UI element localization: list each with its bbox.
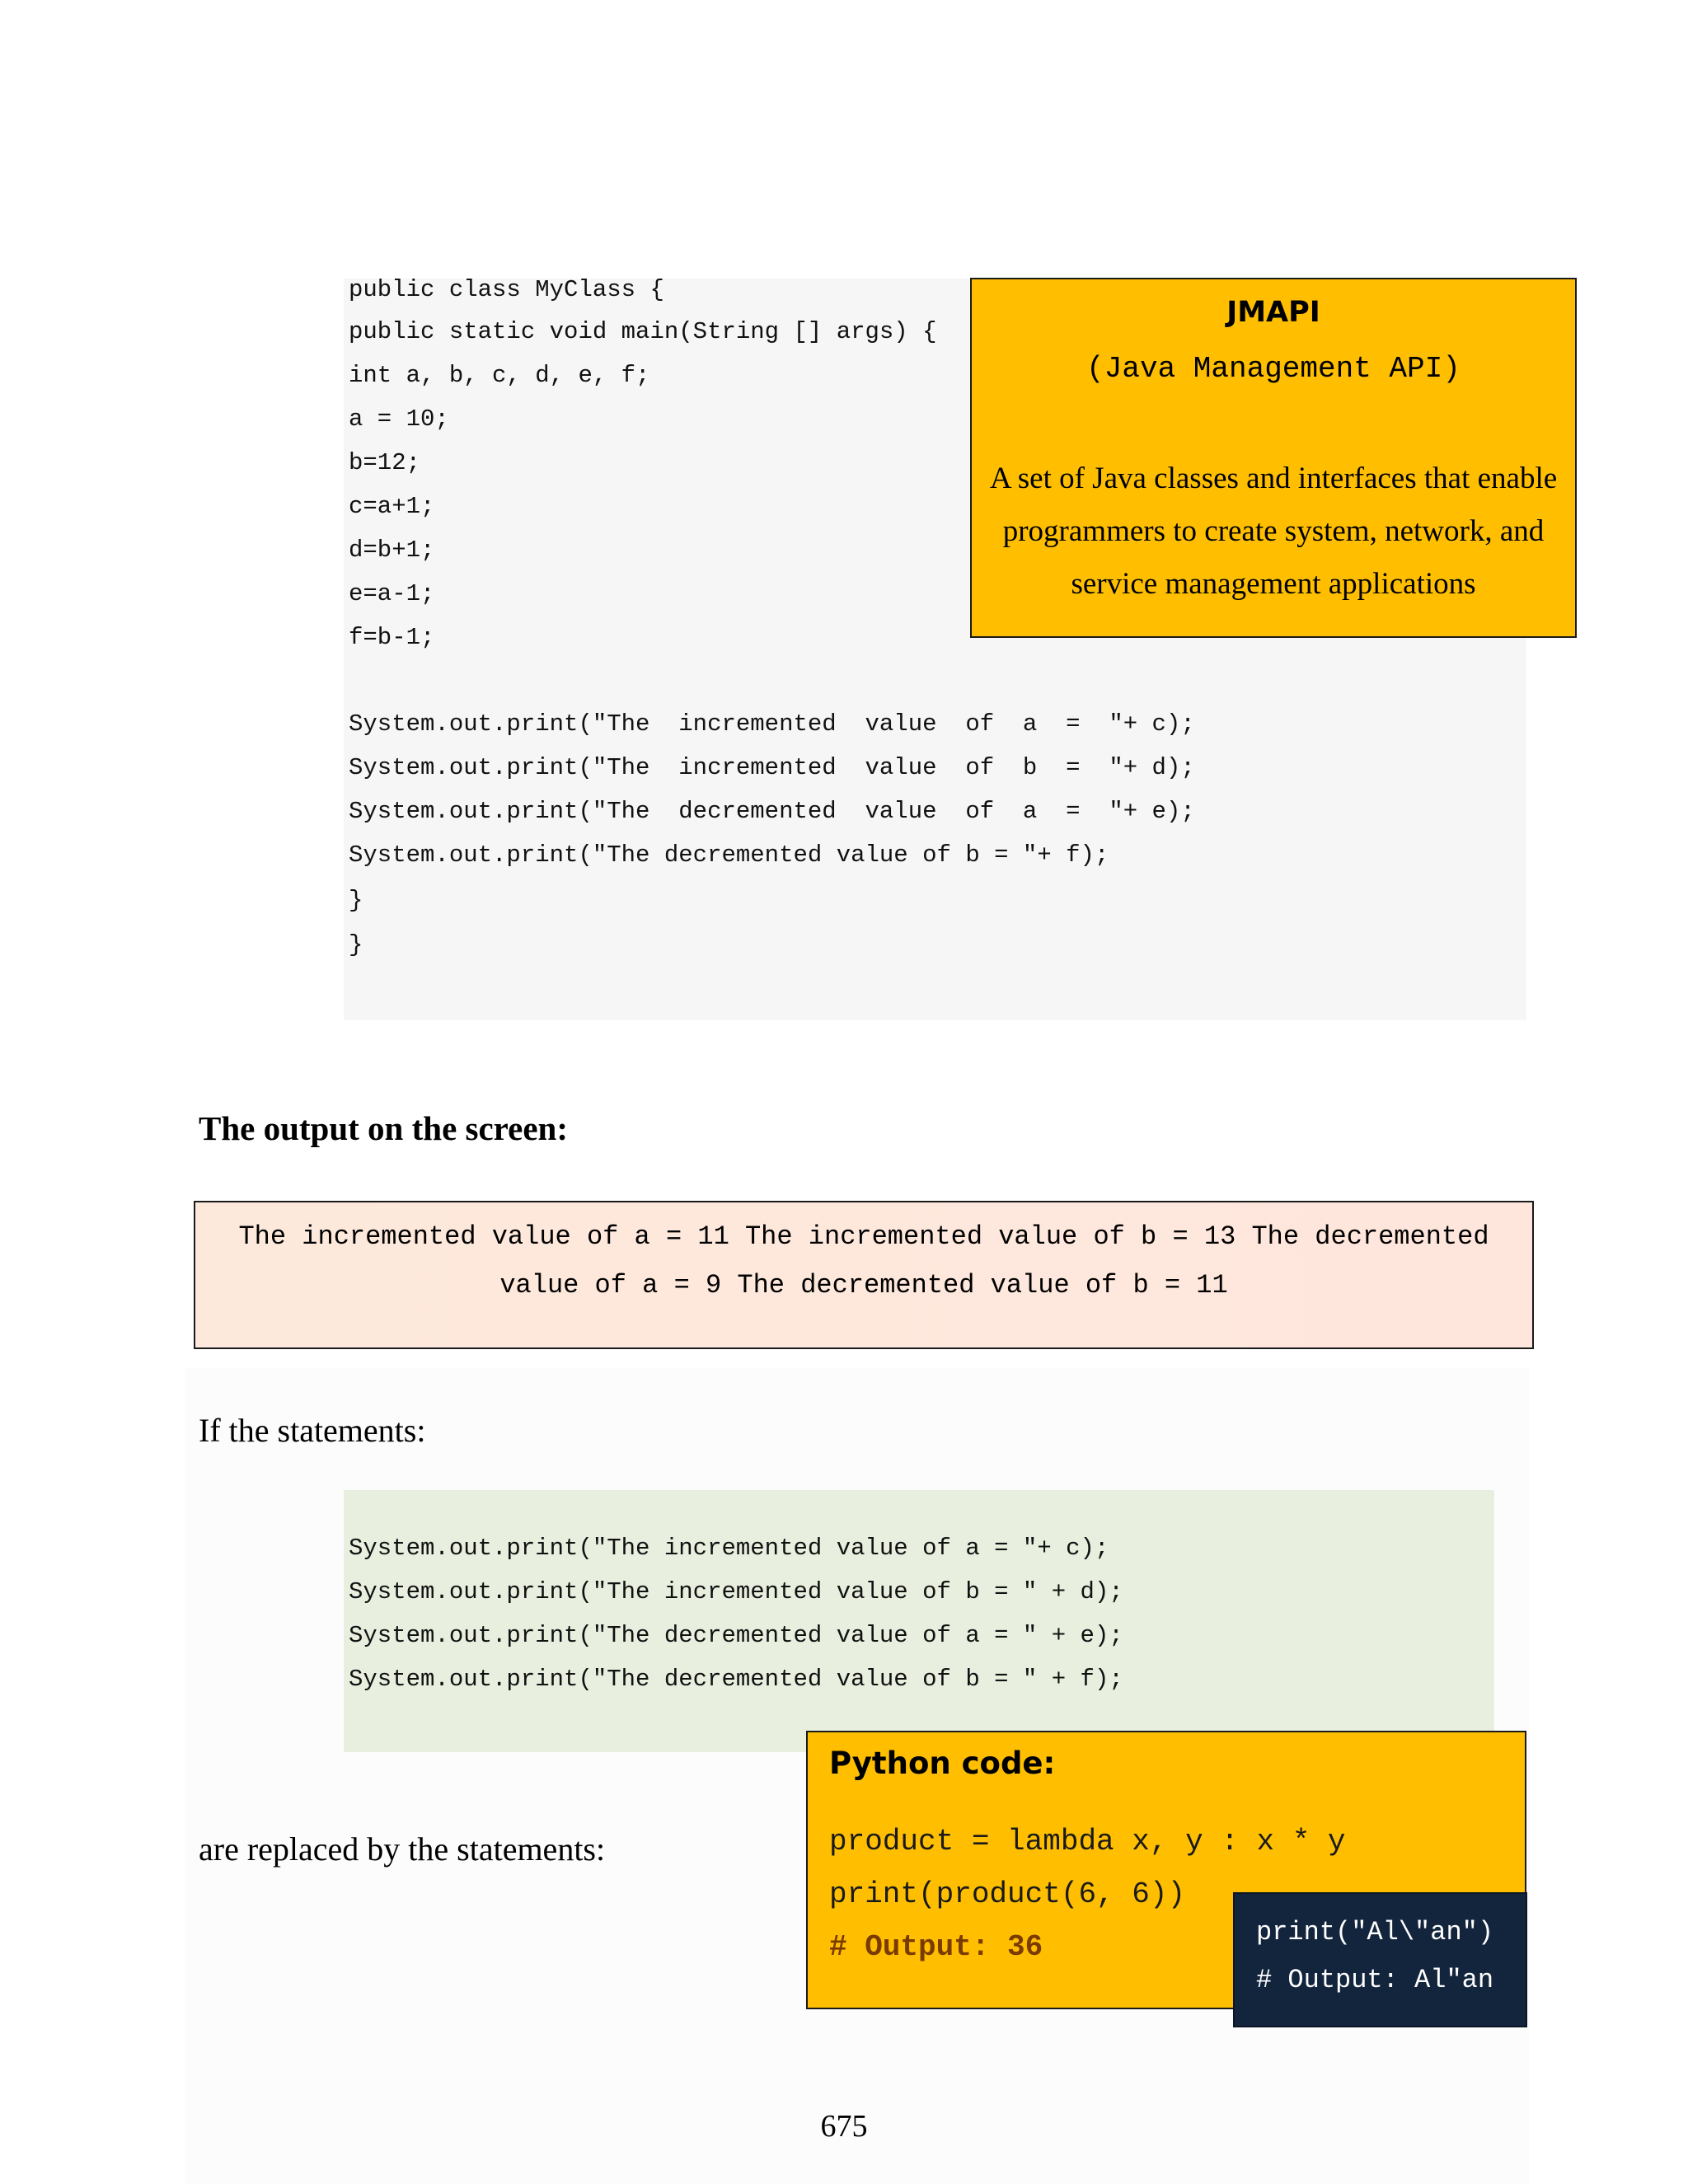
code-line: System.out.print("The decremented value of a = " + e); — [349, 1622, 1123, 1649]
replacement-code-block — [344, 1490, 1494, 1752]
code-line: f=b-1; — [349, 624, 435, 651]
code-line: System.out.print("The incremented value of b = "+ d); — [349, 754, 1195, 781]
code-line: System.out.print("The decremented value of a = "+ e); — [349, 798, 1195, 825]
escape-example-box — [1233, 1892, 1527, 2027]
code-line: d=b+1; — [349, 537, 435, 564]
python-comment: # Output: 36 — [829, 1930, 1043, 1964]
jmapi-description: A set of Java classes and interfaces that enable programmers to create system, network, and service management applications — [989, 462, 1558, 601]
output-text: The incremented value of a = 11 The incremented value of b = 13 The decremented value of a = 9 The decremented value of b = 11 — [238, 1221, 1489, 1301]
code-line: public static void main(String [] args) { — [349, 318, 937, 345]
code-line: System.out.print("The incremented value of a = "+ c); — [349, 710, 1195, 738]
code-line: } — [349, 887, 363, 914]
python-code-line: print(product(6, 6)) — [829, 1877, 1186, 1911]
python-title: Python code: — [829, 1746, 1056, 1781]
python-code-line: product = lambda x, y : x * y — [829, 1825, 1346, 1858]
code-line: System.out.print("The incremented value of b = " + d); — [349, 1578, 1123, 1605]
jmapi-callout — [970, 278, 1577, 638]
code-line: } — [349, 931, 363, 958]
jmapi-title: JMAPI — [1226, 296, 1320, 329]
code-line: System.out.print("The decremented value of b = " + f); — [349, 1666, 1123, 1693]
replaced-by-text: are replaced by the statements: — [199, 1830, 606, 1868]
code-line: int a, b, c, d, e, f; — [349, 362, 650, 389]
code-line: c=a+1; — [349, 493, 435, 520]
code-line: System.out.print("The decremented value of b = "+ f); — [349, 841, 1109, 869]
code-line: e=a-1; — [349, 580, 435, 607]
code-line: a = 10; — [349, 405, 449, 433]
code-line: b=12; — [349, 449, 421, 476]
escape-output-line: # Output: Al"an — [1256, 1965, 1494, 1995]
output-heading: The output on the screen: — [199, 1109, 568, 1147]
output-box — [194, 1201, 1534, 1349]
if-statements-text: If the statements: — [199, 1412, 426, 1449]
code-line: public class MyClass { — [349, 276, 664, 303]
page-number: 675 — [820, 2109, 868, 2144]
escape-code-line: print("Al\"an") — [1256, 1917, 1494, 1947]
code-line: System.out.print("The incremented value of a = "+ c); — [349, 1535, 1109, 1562]
jmapi-subtitle: (Java Management API) — [1086, 352, 1461, 386]
